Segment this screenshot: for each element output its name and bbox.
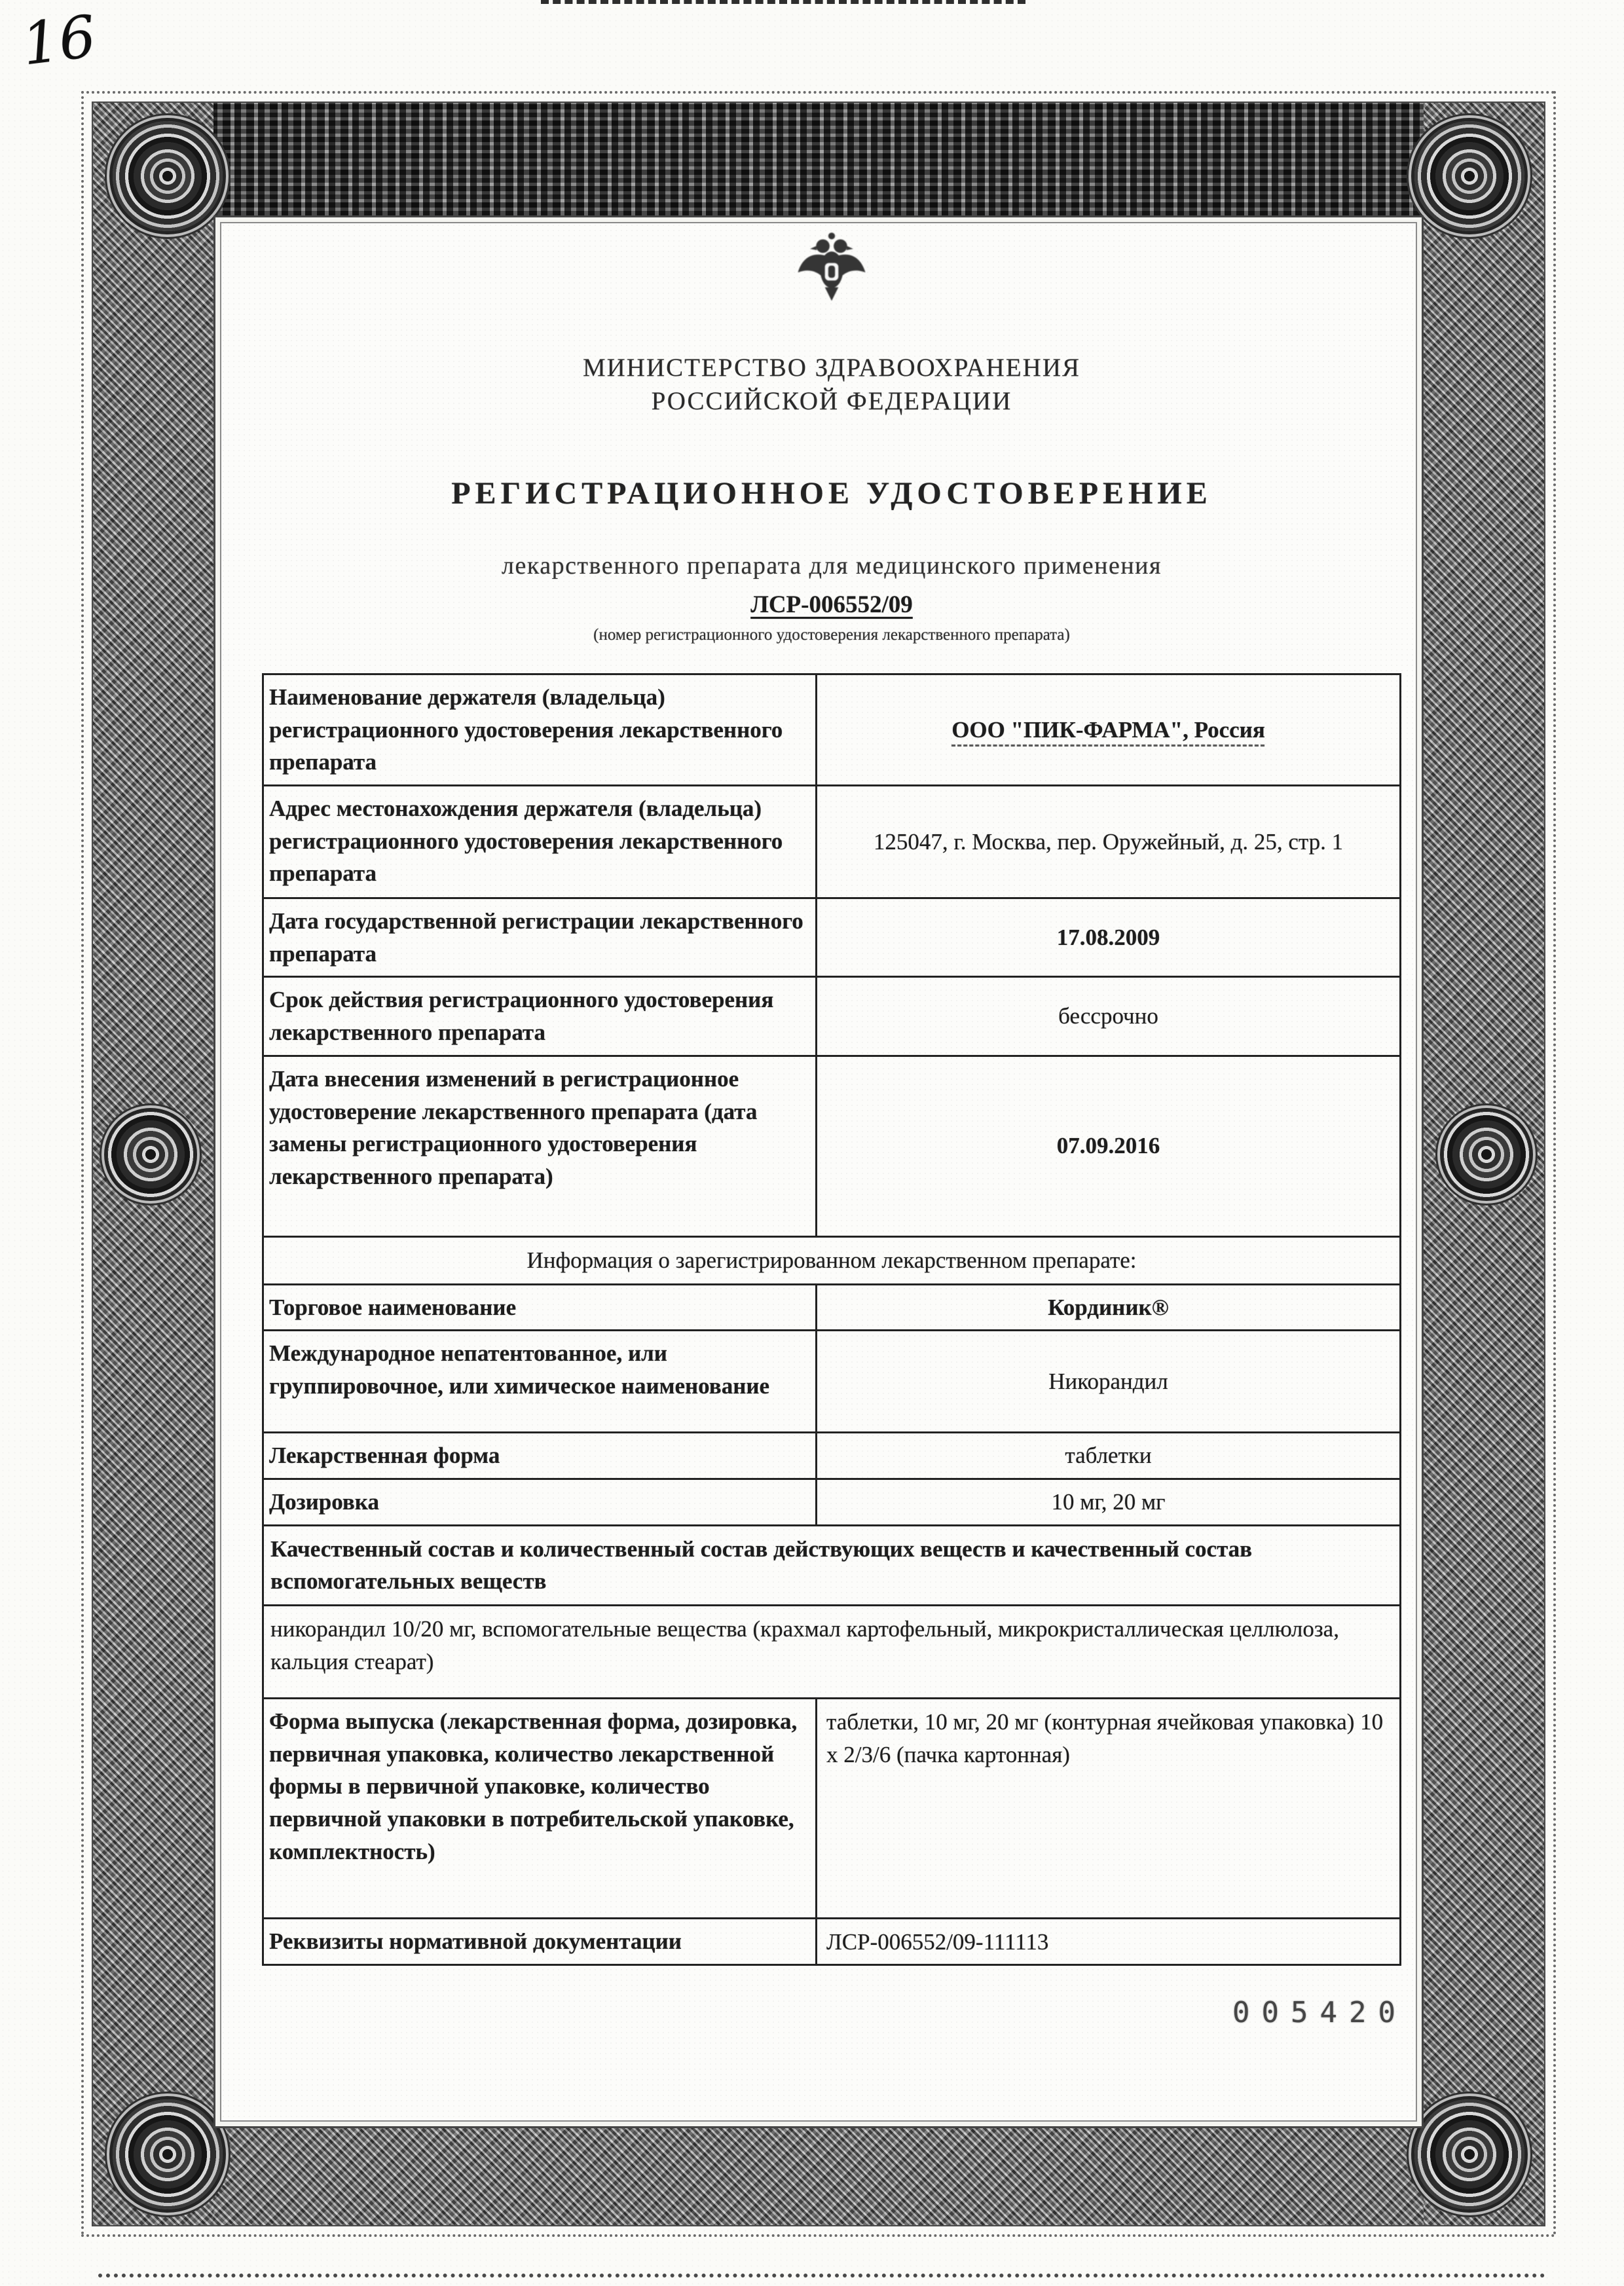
table-row	[264, 1480, 1399, 1526]
table-row	[264, 675, 1399, 786]
row-value: 10 мг, 20 мг	[1051, 1488, 1166, 1515]
table-row	[264, 1433, 1399, 1480]
side-rosette-icon	[1443, 1111, 1530, 1198]
row-label: Наименование держателя (владельца) регистрационного удостоверения лекарственного препарата	[264, 675, 817, 784]
table-row	[264, 1057, 1399, 1238]
info-section-title: Информация о зарегистрированном лекарственном препарате:	[526, 1247, 1137, 1273]
registration-table	[262, 673, 1401, 1966]
border-band-top	[93, 103, 1544, 215]
composition-header-row	[264, 1526, 1399, 1606]
ministry-line-2: РОССИЙСКОЙ ФЕДЕРАЦИИ	[651, 387, 1012, 416]
table-row	[264, 978, 1399, 1056]
table-row	[264, 786, 1399, 899]
coat-of-arms-icon	[790, 228, 874, 316]
row-label: Дата внесения изменений в регистрационное удостоверение лекарственного препарата (дата замены регистрационного удостоверения лекарственного препарата)	[264, 1057, 817, 1236]
row-value: Кординик®	[1048, 1294, 1169, 1320]
side-rosette-icon	[107, 1111, 194, 1198]
row-value: 07.09.2016	[1056, 1133, 1160, 1159]
row-label: Адрес местонахождения держателя (владельца) регистрационного удостоверения лекарственного препарата	[264, 786, 817, 897]
serial-number-stamp: 005420	[1232, 1996, 1407, 2029]
table-row	[264, 1919, 1399, 1964]
corner-rosette-icon	[113, 2099, 223, 2209]
table-row	[264, 1285, 1399, 1332]
corner-rosette-icon	[1414, 121, 1524, 231]
ministry-line-1: МИНИСТЕРСТВО ЗДРАВООХРАНЕНИЯ	[582, 354, 1081, 382]
table-row	[264, 899, 1399, 978]
row-value: таблетки	[1065, 1443, 1152, 1469]
row-label: Торговое наименование	[264, 1285, 817, 1330]
corner-rosette-icon	[1414, 2099, 1524, 2209]
table-row	[264, 1699, 1399, 1919]
document-title: РЕГИСТРАЦИОННОЕ УДОСТОВЕРЕНИЕ	[451, 476, 1212, 511]
section-header-row	[264, 1238, 1399, 1285]
row-label: Форма выпуска (лекарственная форма, дозировка, первичная упаковка, количество лекарственной формы в первичной упаковке, количество первичной упаковки в потребительской упаковке, комплектность)	[264, 1699, 817, 1917]
document-subtitle: лекарственного препарата для медицинского применения	[501, 552, 1162, 580]
row-value: 17.08.2009	[1056, 924, 1160, 950]
row-label: Дата государственной регистрации лекарственного препарата	[264, 899, 817, 976]
table-row	[264, 1331, 1399, 1433]
composition-value-row	[264, 1606, 1399, 1699]
bottom-perforation-line	[98, 2274, 1545, 2277]
composition-label: Качественный состав и количественный состав действующих веществ и качественный состав вспомогательных веществ	[270, 1536, 1253, 1595]
row-label: Лекарственная форма	[264, 1433, 817, 1478]
row-value: бессрочно	[1058, 1003, 1158, 1029]
row-value: ООО "ПИК-ФАРМА", Россия	[951, 716, 1265, 743]
row-label: Реквизиты нормативной документации	[264, 1919, 817, 1964]
row-value: 125047, г. Москва, пер. Оружейный, д. 25, стр. 1	[873, 828, 1344, 855]
row-label: Международное непатентованное, или группировочное, или химическое наименование	[264, 1331, 817, 1431]
top-perforation-line	[541, 0, 1025, 4]
registration-number-caption: (номер регистрационного удостоверения лекарственного препарата)	[593, 626, 1070, 644]
corner-rosette-icon	[113, 121, 223, 231]
row-value: ЛСР-006552/09-111113	[826, 1928, 1049, 1955]
composition-value: никорандил 10/20 мг, вспомогательные вещества (крахмал картофельный, микрокристаллическая целлюлоза, кальция стеарат)	[270, 1615, 1339, 1674]
registration-number: ЛСР-006552/09	[750, 591, 913, 618]
handwritten-page-number: 16	[18, 2, 100, 79]
row-value: таблетки, 10 мг, 20 мг (контурная ячейковая упаковка) 10 х 2/3/6 (пачка картонная)	[826, 1708, 1384, 1767]
border-band-bottom	[93, 2128, 1544, 2225]
row-value: Никорандил	[1048, 1368, 1168, 1394]
row-label: Дозировка	[264, 1480, 817, 1524]
ministry-header	[262, 351, 1401, 418]
row-label: Срок действия регистрационного удостоверения лекарственного препарата	[264, 978, 817, 1054]
